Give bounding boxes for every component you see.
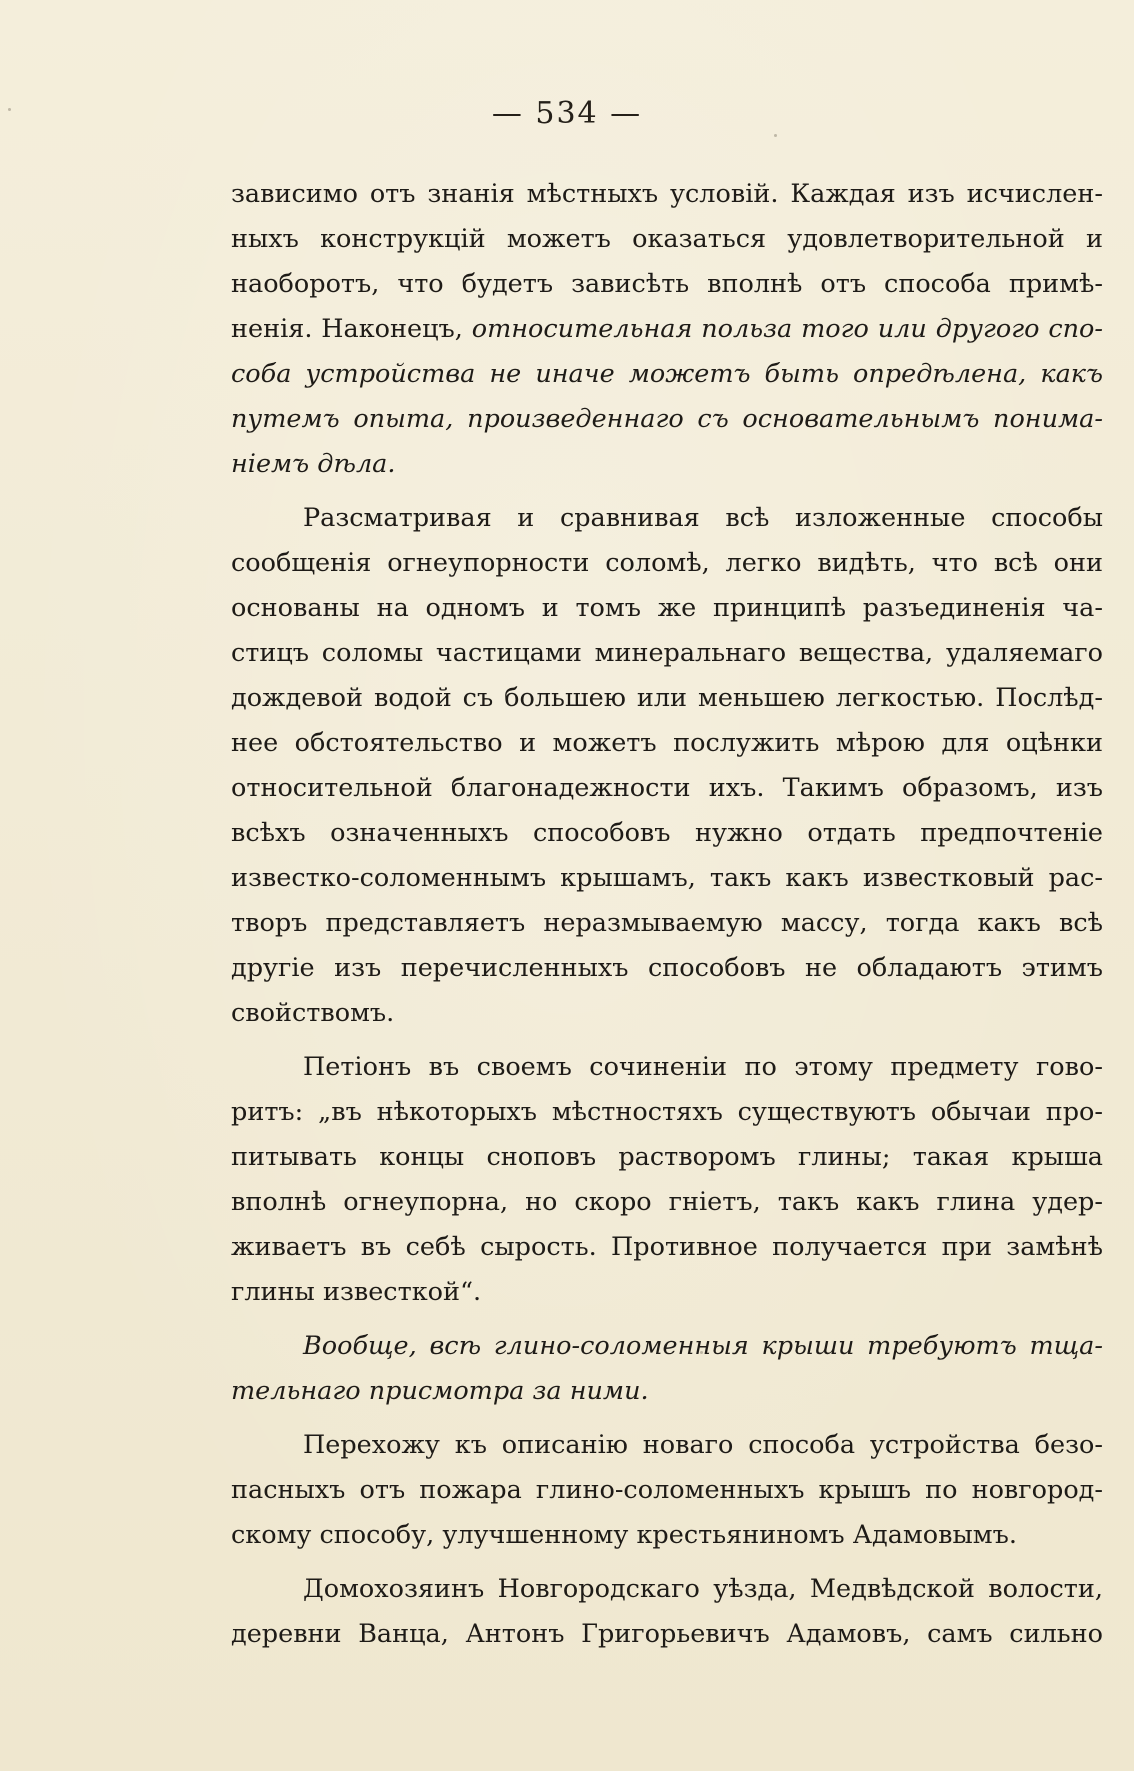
paper-speck <box>774 134 777 137</box>
text-line-italic: тельнаго присмотра за ними. <box>231 1376 649 1406</box>
body-text <box>231 172 1103 1657</box>
text-line: Перехожу къ описанію новаго способа устройства безо- <box>303 1430 1103 1460</box>
text-line: дождевой водой съ большею или меньшею легкостью. Послѣд- <box>231 683 1103 713</box>
text-line: основаны на одномъ и томъ же принципѣ разъединенія ча- <box>231 593 1103 623</box>
text-line: творъ представляетъ неразмываемую массу, тогда какъ всѣ <box>231 908 1103 938</box>
paragraph-gap <box>231 1315 1103 1324</box>
text-line-italic: Вообще, всѣ глино-соломенныя крыши требуютъ тща- <box>303 1331 1103 1361</box>
page-number: — 534 — <box>491 96 643 131</box>
paragraph-gap <box>231 487 1103 496</box>
text-line: нее обстоятельство и можетъ послужить мѣрою для оцѣнки <box>231 728 1103 758</box>
text-line: сообщенія огнеупорности соломѣ, легко видѣть, что всѣ они <box>231 548 1103 578</box>
text-line: Петіонъ въ своемъ сочиненіи по этому предмету гово- <box>303 1052 1103 1082</box>
text-line: пасныхъ отъ пожара глино-соломенныхъ крышъ по новгород- <box>231 1475 1103 1505</box>
paragraph-gap <box>231 1036 1103 1045</box>
text-line: относительной благонадежности ихъ. Такимъ образомъ, изъ <box>231 773 1103 803</box>
text-line: питывать концы сноповъ растворомъ глины; такая крыша <box>231 1142 1103 1172</box>
italic-span: относительная польза того или другого спо- <box>471 314 1103 344</box>
text-line: зависимо отъ знанія мѣстныхъ условій. Каждая изъ исчислен- <box>231 179 1103 209</box>
text-line-italic: ніемъ дѣла. <box>231 449 396 479</box>
text-line: глины известкой“. <box>231 1277 482 1307</box>
text-line-italic: путемъ опыта, произведеннаго съ основательнымъ понима- <box>231 404 1103 434</box>
text-line: Домохозяинъ Новгородскаго уѣзда, Медвѣдской волости, <box>303 1574 1103 1604</box>
text-line-italic: соба устройства не иначе можетъ быть опредѣлена, какъ <box>231 359 1103 389</box>
text-line: скому способу, улучшенному крестьяниномъ Адамовымъ. <box>231 1520 1017 1550</box>
text-line: другіе изъ перечисленныхъ способовъ не обладаютъ этимъ <box>231 953 1103 983</box>
text-line: наоборотъ, что будетъ зависѣть вполнѣ отъ способа примѣ- <box>231 269 1103 299</box>
text-line-mixed <box>231 307 1103 352</box>
text-line: Разсматривая и сравнивая всѣ изложенные способы <box>303 503 1103 533</box>
text-span: ненія. Наконецъ, <box>231 314 463 344</box>
text-line: вполнѣ огнеупорна, но скоро гніетъ, такъ какъ глина удер- <box>231 1187 1103 1217</box>
paragraph-gap <box>231 1558 1103 1567</box>
text-line: стицъ соломы частицами минеральнаго вещества, удаляемаго <box>231 638 1103 668</box>
text-line: деревни Ванца, Антонъ Григорьевичъ Адамовъ, самъ сильно <box>231 1619 1103 1649</box>
paragraph-gap <box>231 1414 1103 1423</box>
text-line: свойствомъ. <box>231 998 395 1028</box>
text-line: живаетъ въ себѣ сырость. Противное получается при замѣнѣ <box>231 1232 1103 1262</box>
text-line: всѣхъ означенныхъ способовъ нужно отдать предпочтеніе <box>231 818 1103 848</box>
text-line: известко-соломеннымъ крышамъ, такъ какъ известковый рас- <box>231 863 1103 893</box>
text-line: ритъ: „въ нѣкоторыхъ мѣстностяхъ существуютъ обычаи про- <box>231 1097 1103 1127</box>
text-line: ныхъ конструкцій можетъ оказаться удовлетворительной и <box>231 224 1103 254</box>
